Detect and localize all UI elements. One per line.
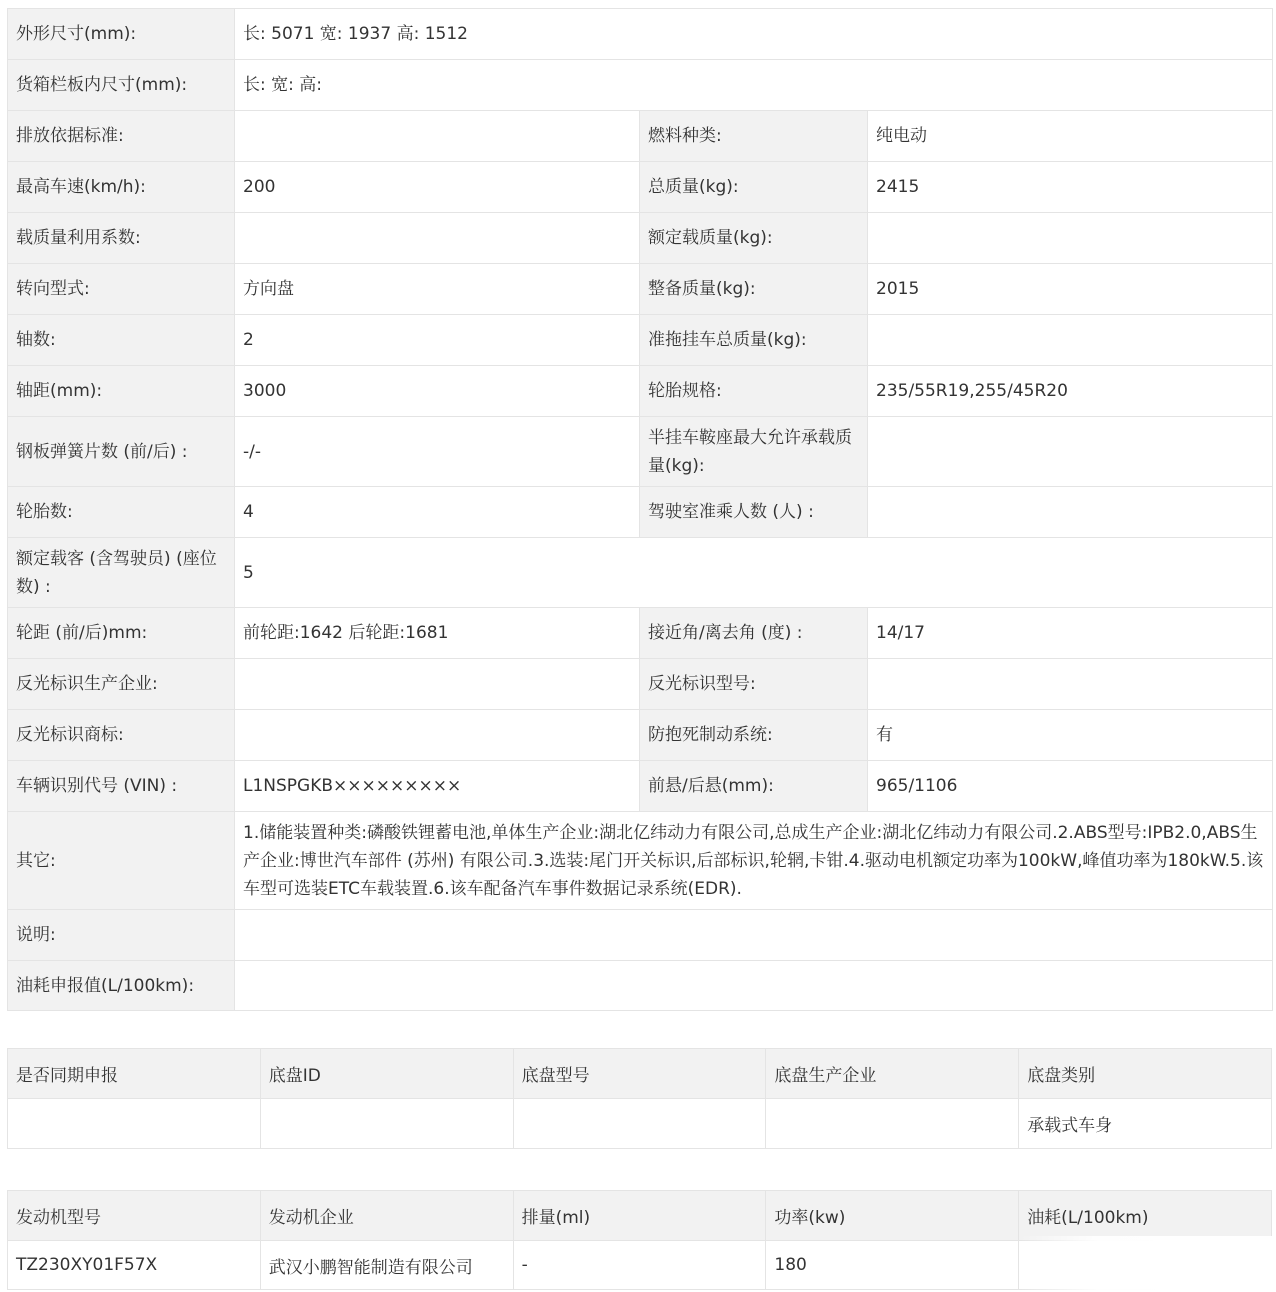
- curb-mass-label: 整备质量(kg):: [640, 264, 868, 315]
- other-value: 1.储能装置种类:磷酸铁锂蓄电池,单体生产企业:湖北亿纬动力有限公司,总成生产企业:湖北亿纬动力有限公司.2.ABS型号:IPB2.0,ABS生产企业:博世汽车部件 (苏州) 有限公司.3.选装:尾门开关标识,后部标识,轮辋,卡钳.4.驱动电机额定功率为100kW,峰值功率为180kW.5.该车型可选装ETC车载装置.6.该车配备汽车事件数据记录系统(EDR).: [235, 812, 1273, 910]
- spec-row-vin: [8, 761, 1273, 812]
- reflector-brand-value: [235, 710, 640, 761]
- load-coef-label: 载质量利用系数:: [8, 213, 235, 264]
- spec-row-axles: [8, 315, 1273, 366]
- engine-header-model: 发动机型号: [8, 1191, 261, 1241]
- spec-row-emission: [8, 111, 1273, 162]
- steering-value: 方向盘: [235, 264, 640, 315]
- engine-cell-displacement: -: [513, 1241, 766, 1290]
- engine-cell-model: TZ230XY01F57X: [8, 1241, 261, 1290]
- spec-row-reflector: [8, 659, 1273, 710]
- chassis-header-model: 底盘型号: [513, 1049, 766, 1099]
- abs-label: 防抱死制动系统:: [640, 710, 868, 761]
- total-mass-label: 总质量(kg):: [640, 162, 868, 213]
- spec-row-spring: [8, 417, 1273, 487]
- engine-row: [8, 1241, 1272, 1290]
- spec-row-note: [8, 910, 1273, 961]
- engine-header-maker: 发动机企业: [260, 1191, 513, 1241]
- reflector-maker-value: [235, 659, 640, 710]
- fuel-report-value: [235, 961, 1273, 1011]
- rated-load-label: 额定载质量(kg):: [640, 213, 868, 264]
- reflector-brand-label: 反光标识商标:: [8, 710, 235, 761]
- fuel-type-label: 燃料种类:: [640, 111, 868, 162]
- abs-value: 有: [868, 710, 1273, 761]
- chassis-cell-type: 承载式车身: [1019, 1099, 1272, 1149]
- tire-spec-label: 轮胎规格:: [640, 366, 868, 417]
- engine-header-power: 功率(kw): [766, 1191, 1019, 1241]
- angle-value: 14/17: [868, 608, 1273, 659]
- engine-cell-consumption: [1019, 1241, 1272, 1290]
- overhang-label: 前悬/后悬(mm):: [640, 761, 868, 812]
- fuel-type-value: 纯电动: [868, 111, 1273, 162]
- chassis-row: [8, 1099, 1272, 1149]
- trailer-mass-value: [868, 315, 1273, 366]
- axles-label: 轴数:: [8, 315, 235, 366]
- spring-value: -/-: [235, 417, 640, 487]
- note-label: 说明:: [8, 910, 235, 961]
- spec-row-track: [8, 608, 1273, 659]
- cargo-size-value: 长: 宽: 高:: [235, 60, 1273, 111]
- track-value: 前轮距:1642 后轮距:1681: [235, 608, 640, 659]
- chassis-header-simultaneous: 是否同期申报: [8, 1049, 261, 1099]
- rated-load-value: [868, 213, 1273, 264]
- spec-row-abs: [8, 710, 1273, 761]
- chassis-header-id: 底盘ID: [260, 1049, 513, 1099]
- spec-row-passengers: [8, 538, 1273, 608]
- track-label: 轮距 (前/后)mm:: [8, 608, 235, 659]
- total-mass-value: 2415: [868, 162, 1273, 213]
- saddle-load-value: [868, 417, 1273, 487]
- chassis-table: [7, 1048, 1272, 1149]
- dimensions-value: 长: 5071 宽: 1937 高: 1512: [235, 9, 1273, 60]
- dimensions-label: 外形尺寸(mm):: [8, 9, 235, 60]
- chassis-cell-maker: [766, 1099, 1019, 1149]
- engine-cell-power: 180: [766, 1241, 1019, 1290]
- angle-label: 接近角/离去角 (度) :: [640, 608, 868, 659]
- other-label: 其它:: [8, 812, 235, 910]
- cab-capacity-label: 驾驶室准乘人数 (人) :: [640, 487, 868, 538]
- tire-spec-value: 235/55R19,255/45R20: [868, 366, 1273, 417]
- spec-row-other: [8, 812, 1273, 910]
- spec-row-speed: [8, 162, 1273, 213]
- engine-header-displacement: 排量(ml): [513, 1191, 766, 1241]
- spec-row-tires: [8, 487, 1273, 538]
- wheelbase-value: 3000: [235, 366, 640, 417]
- chassis-cell-model: [513, 1099, 766, 1149]
- emission-value: [235, 111, 640, 162]
- chassis-header-type: 底盘类别: [1019, 1049, 1272, 1099]
- overhang-value: 965/1106: [868, 761, 1273, 812]
- engine-header-consumption: 油耗(L/100km): [1019, 1191, 1272, 1241]
- max-speed-label: 最高车速(km/h):: [8, 162, 235, 213]
- passengers-label: 额定载客 (含驾驶员) (座位数) :: [8, 538, 235, 608]
- tire-count-label: 轮胎数:: [8, 487, 235, 538]
- vin-value: L1NSPGKB×××××××××: [235, 761, 640, 812]
- emission-label: 排放依据标准:: [8, 111, 235, 162]
- chassis-cell-simultaneous: [8, 1099, 261, 1149]
- reflector-maker-label: 反光标识生产企业:: [8, 659, 235, 710]
- load-coef-value: [235, 213, 640, 264]
- note-value: [235, 910, 1273, 961]
- reflector-model-value: [868, 659, 1273, 710]
- engine-header-row: [8, 1191, 1272, 1241]
- axles-value: 2: [235, 315, 640, 366]
- max-speed-value: 200: [235, 162, 640, 213]
- vin-label: 车辆识别代号 (VIN) :: [8, 761, 235, 812]
- engine-table: [7, 1190, 1272, 1290]
- saddle-load-label: 半挂车鞍座最大允许承载质量(kg):: [640, 417, 868, 487]
- vehicle-spec-table: [7, 8, 1273, 1011]
- chassis-header-maker: 底盘生产企业: [766, 1049, 1019, 1099]
- reflector-model-label: 反光标识型号:: [640, 659, 868, 710]
- chassis-header-row: [8, 1049, 1272, 1099]
- spec-row-wheelbase: [8, 366, 1273, 417]
- steering-label: 转向型式:: [8, 264, 235, 315]
- wheelbase-label: 轴距(mm):: [8, 366, 235, 417]
- spec-row-steering: [8, 264, 1273, 315]
- cab-capacity-value: [868, 487, 1273, 538]
- passengers-value: 5: [235, 538, 1273, 608]
- spring-label: 钢板弹簧片数 (前/后) :: [8, 417, 235, 487]
- spec-row-fuel-report: [8, 961, 1273, 1011]
- trailer-mass-label: 准拖挂车总质量(kg):: [640, 315, 868, 366]
- cargo-size-label: 货箱栏板内尺寸(mm):: [8, 60, 235, 111]
- spec-row-cargo: [8, 60, 1273, 111]
- chassis-cell-id: [260, 1099, 513, 1149]
- spec-row-dimensions: [8, 9, 1273, 60]
- curb-mass-value: 2015: [868, 264, 1273, 315]
- spec-row-load: [8, 213, 1273, 264]
- fuel-report-label: 油耗申报值(L/100km):: [8, 961, 235, 1011]
- tire-count-value: 4: [235, 487, 640, 538]
- engine-cell-maker: 武汉小鹏智能制造有限公司: [260, 1241, 513, 1290]
